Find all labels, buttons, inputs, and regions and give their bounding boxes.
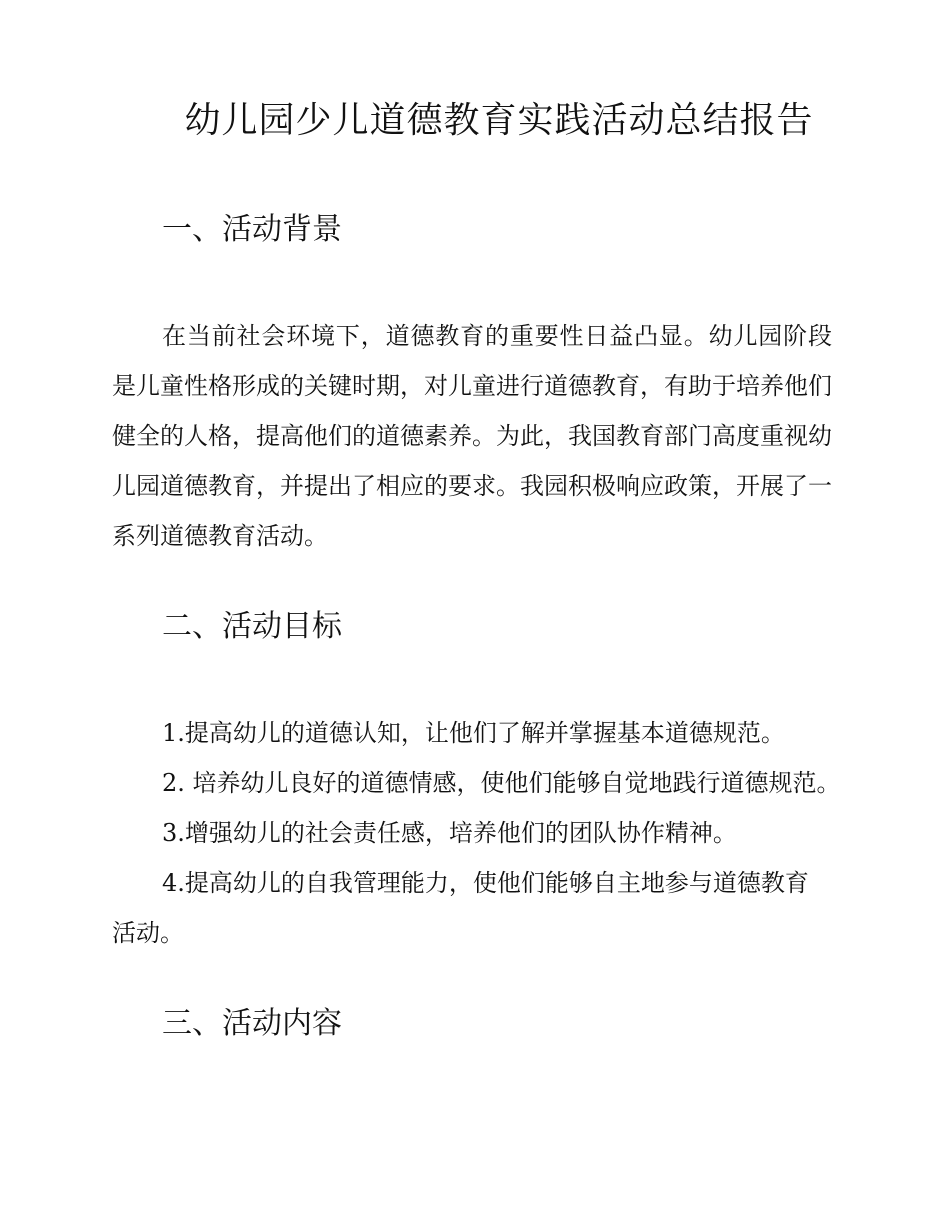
goal-item-3: 3.增强幼儿的社会责任感，培养他们的团队协作精神。 [162,819,737,847]
document-title: 幼儿园少儿道德教育实践活动总结报告 [184,100,814,141]
section-body-background: 在当前社会环境下，道德教育的重要性日益凸显。幼儿园阶段是儿童性格形成的关键时期，对儿童进行道德教育，有助于培养他们健全的人格，提高他们的道德素养。为此，我国教育部门高度重视幼儿园道德教育，并提出了相应的要求。我园积极响应政策，开展了一系列道德教育活动。 [112,322,832,550]
goal-item-1: 1.提高幼儿的道德认知，让他们了解并掌握基本道德规范。 [162,719,785,747]
section-heading-goals: 二、活动目标 [162,609,342,644]
goal-item-2: 2. 培养幼儿良好的道德情感，使他们能够自觉地践行道德规范。 [162,769,841,797]
section-heading-background: 一、活动背景 [162,212,342,247]
goal-item-4: 4.提高幼儿的自我管理能力，使他们能够自主地参与道德教育活动。 [112,869,809,947]
section-heading-content: 三、活动内容 [162,1006,342,1041]
